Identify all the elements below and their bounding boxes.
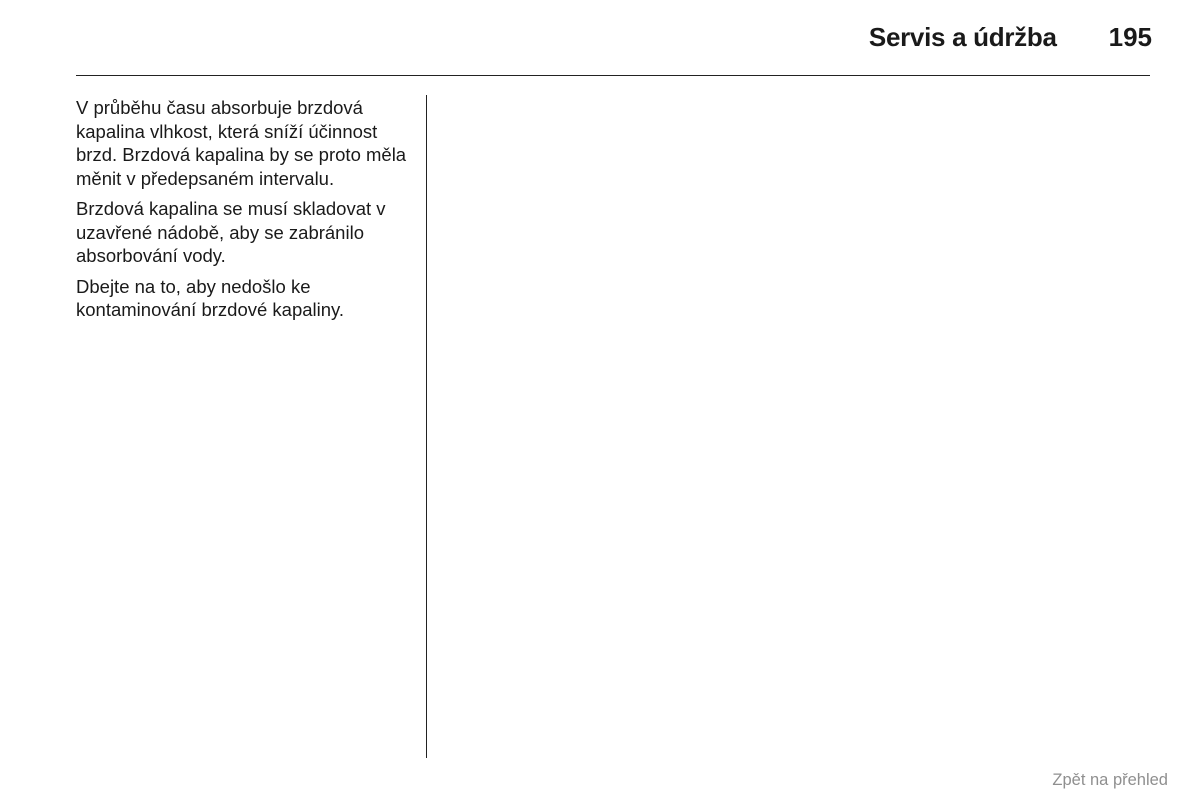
back-to-overview-link[interactable]: Zpět na přehled — [1052, 771, 1168, 789]
column-divider — [426, 95, 427, 758]
text-column-left — [76, 96, 416, 329]
page-header — [869, 22, 1152, 58]
section-title: Servis a údržba — [868, 22, 1057, 52]
header-divider — [76, 75, 1150, 76]
page-number: 195 — [1108, 22, 1152, 52]
paragraph-brake-fluid-contamination: Dbejte na to, aby nedošlo ke kontaminování brzdové kapaliny. — [76, 275, 345, 320]
paragraph-brake-fluid-absorption: V průběhu času absorbuje brzdová kapalina vlhkost, která sníží účinnost brzd. Brzdová kapalina by se proto měla měnit v předepsaném intervalu. — [76, 97, 407, 189]
paragraph-brake-fluid-storage: Brzdová kapalina se musí skladovat v uzavřené nádobě, aby se zabránilo absorbování vody. — [76, 198, 386, 266]
